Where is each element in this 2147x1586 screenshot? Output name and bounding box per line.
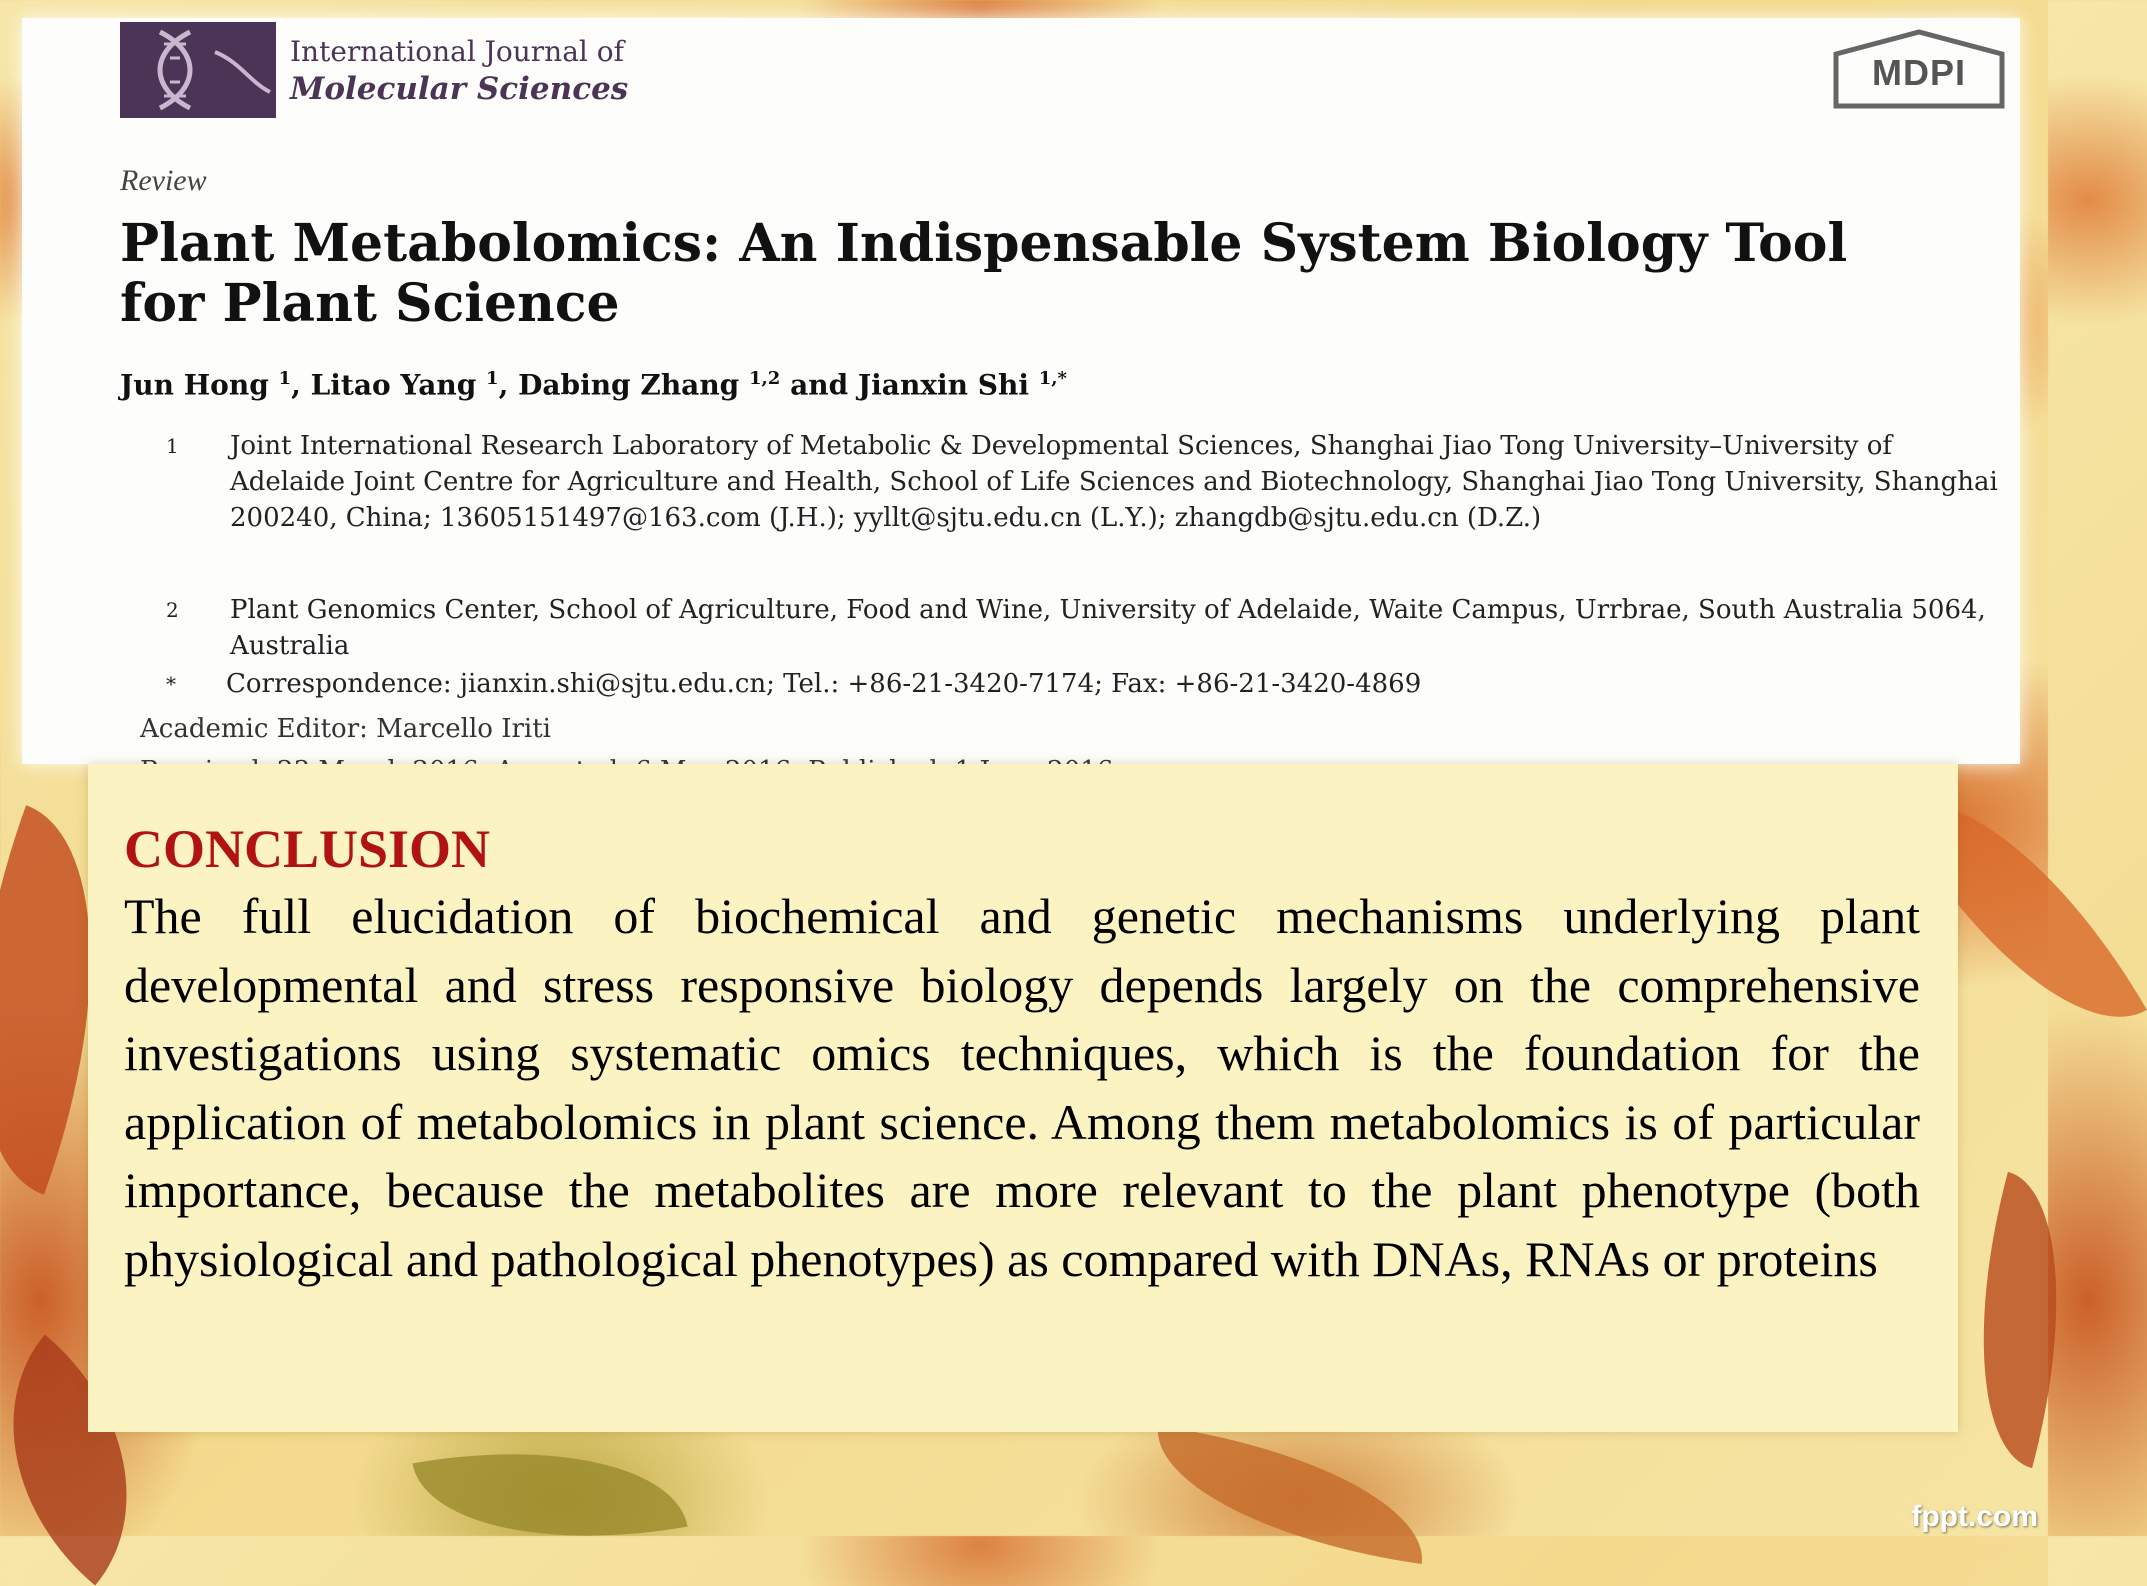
decorative-leaf bbox=[1144, 1426, 1435, 1564]
affiliation-text: Joint International Research Laboratory of Metabolic & Developmental Sciences, Shanghai Jiao Tong University–University of Adelaide Joint Centre for Agriculture and Health, School of Life Sciences and Biotechnology, Shanghai Jiao Tong University, Shanghai 200240, China; 13605151497@163.com (J.H.); yyllt@sjtu.edu.cn (L.Y.); zhangdb@sjtu.edu.cn (D.Z.) bbox=[230, 431, 1998, 533]
author-affiliation-mark: 1 bbox=[486, 368, 499, 389]
dna-journal-logo bbox=[120, 22, 276, 118]
author-separator: , bbox=[291, 368, 311, 402]
author-list bbox=[120, 368, 1067, 401]
correspondence-text: Correspondence: jianxin.shi@sjtu.edu.cn; Tel.: +86-21-3420-7174; Fax: +86-21-3420-4869 bbox=[226, 669, 1422, 699]
author-name: Litao Yang bbox=[310, 368, 477, 402]
author-affiliation-mark: 1,2 bbox=[749, 368, 781, 389]
author-affiliation-mark: 1,* bbox=[1038, 368, 1067, 389]
affiliation-mark: 2 bbox=[166, 598, 179, 622]
paper-snapshot bbox=[22, 18, 2020, 764]
fppt-watermark: fppt.com bbox=[1911, 1500, 2038, 1533]
mdpi-logo bbox=[1824, 26, 2014, 114]
affiliation-text: Plant Genomics Center, School of Agriculture, Food and Wine, University of Adelaide, Waite Campus, Urrbrae, South Australia 5064, Australia bbox=[230, 595, 1986, 661]
author-name: Jun Hong bbox=[120, 368, 269, 402]
decorative-leaf bbox=[1935, 1172, 2104, 1468]
academic-editor: Academic Editor: Marcello Iriti bbox=[140, 714, 551, 744]
journal-name bbox=[290, 34, 628, 108]
author-name: Dabing Zhang bbox=[518, 368, 740, 402]
conclusion-box bbox=[88, 764, 1958, 1432]
journal-name-line2: Molecular Sciences bbox=[290, 71, 629, 107]
author-affiliation-mark: 1 bbox=[278, 368, 292, 389]
conclusion-heading: CONCLUSION bbox=[124, 819, 491, 879]
author-separator: , bbox=[498, 368, 519, 402]
author-separator: and bbox=[780, 368, 858, 402]
affiliation-mark: * bbox=[166, 672, 176, 696]
article-type: Review bbox=[120, 164, 207, 197]
author-name: Jianxin Shi bbox=[857, 368, 1029, 402]
affiliation-mark: 1 bbox=[166, 434, 179, 458]
mdpi-logo-text: MDPI bbox=[1872, 52, 1966, 93]
journal-name-line1: International Journal of bbox=[290, 35, 624, 68]
conclusion-text: The full elucidation of biochemical and genetic mechanisms underlying plant developmental and stress responsive biology depends largely on the comprehensive investigations using systematic omics techniques, which is the foundation for the application of metabolomics in plant science. Among them metabolomics is of particular importance, because the metabolites are more relevant to the plant phenotype (both physiological and pathological phenotypes) as compared with DNAs, RNAs or proteins bbox=[124, 888, 1920, 1287]
article-title: Plant Metabolomics: An Indispensable System Biology Tool for Plant Science bbox=[120, 213, 1848, 334]
decorative-leaf bbox=[412, 1418, 687, 1571]
